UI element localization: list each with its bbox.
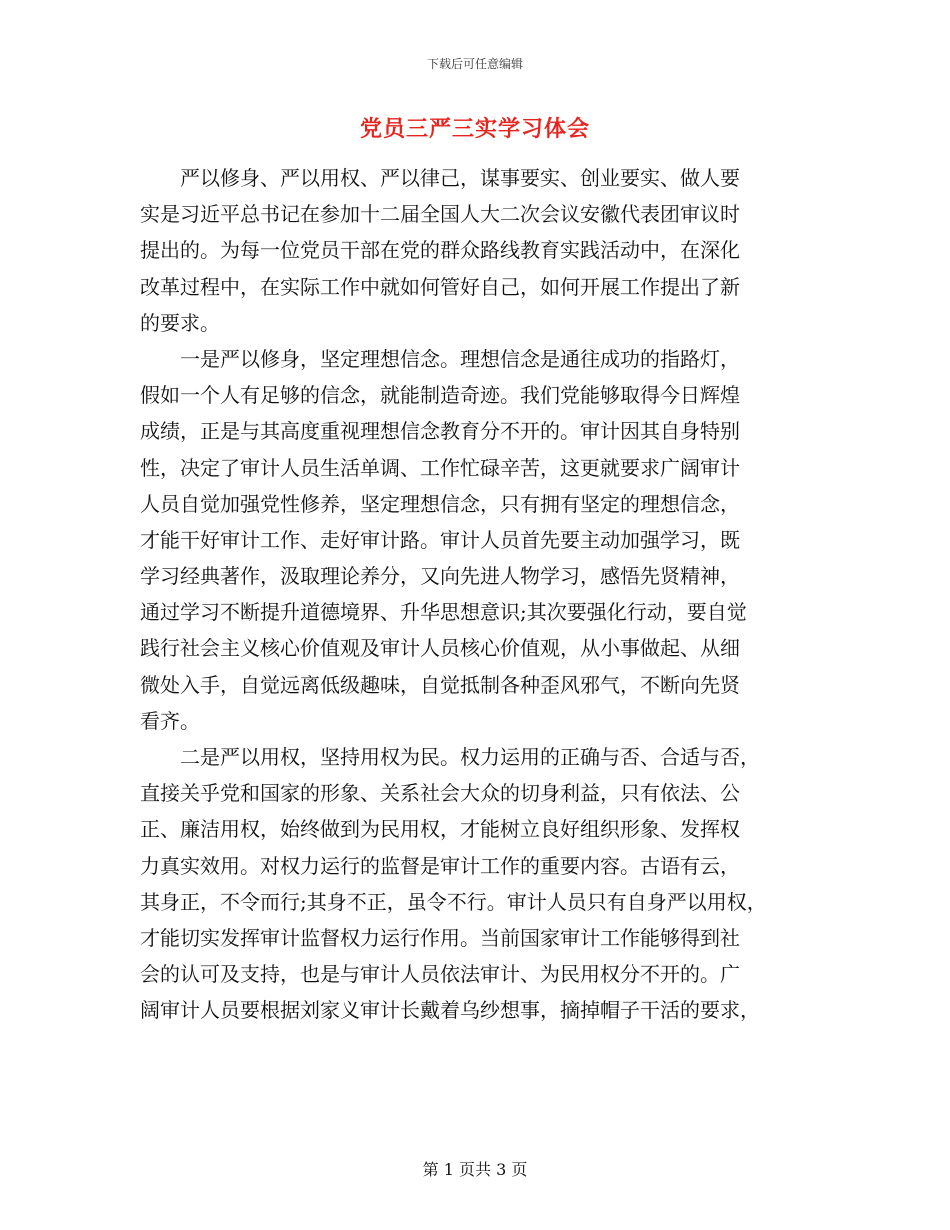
document-body bbox=[140, 160, 815, 1029]
text-line: 正、廉洁用权，始终做到为民用权，才能树立良好组织形象、发挥权 bbox=[140, 817, 740, 842]
text-line: 直接关乎党和国家的形象、关系社会大众的切身利益，只有依法、公 bbox=[140, 781, 740, 806]
text-line: 实是习近平总书记在参加十二届全国人大二次会议安徽代表团审议时 bbox=[140, 202, 740, 227]
text-line: 一是严以修身，坚定理想信念。理想信念是通往成功的指路灯， bbox=[140, 346, 740, 371]
paragraph bbox=[140, 341, 815, 739]
text-line: 才能干好审计工作、走好审计路。审计人员首先要主动加强学习，既 bbox=[140, 527, 740, 552]
text-line: 改革过程中，在实际工作中就如何管好自己，如何开展工作提出了新 bbox=[140, 274, 740, 299]
text-line: 会的认可及支持，也是与审计人员依法审计、为民用权分不开的。广 bbox=[140, 962, 740, 987]
paragraph bbox=[140, 739, 815, 1029]
text-line: 的要求。 bbox=[140, 310, 220, 335]
text-line: 二是严以用权，坚持用权为民。权力运用的正确与否、合适与否， bbox=[140, 745, 760, 769]
paragraph bbox=[140, 160, 815, 341]
page-footer: 第 1 页共 3 页 bbox=[422, 1160, 528, 1179]
text-line: 人员自觉加强党性修养，坚定理想信念，只有拥有坚定的理想信念， bbox=[140, 491, 740, 516]
text-line: 才能切实发挥审计监督权力运行作用。当前国家审计工作能够得到社 bbox=[140, 925, 740, 950]
text-line: 看齐。 bbox=[140, 708, 200, 733]
page-header: 下载后可任意编辑 bbox=[426, 57, 523, 71]
text-line: 其身正，不令而行;其身不正，虽令不行。审计人员只有自身严以用权， bbox=[140, 889, 767, 914]
text-line: 阔审计人员要根据刘家义审计长戴着乌纱想事，摘掉帽子干活的要求， bbox=[140, 998, 760, 1023]
text-line: 践行社会主义核心价值观及审计人员核心价值观，从小事做起、从细 bbox=[140, 636, 740, 661]
text-line: 提出的。为每一位党员干部在党的群众路线教育实践活动中，在深化 bbox=[140, 238, 740, 263]
text-line: 性，决定了审计人员生活单调、工作忙碌辛苦，这更就要求广阔审计 bbox=[140, 455, 740, 480]
text-line: 微处入手，自觉远离低级趣味，自觉抵制各种歪风邪气，不断向先贤 bbox=[140, 672, 740, 697]
text-line: 成绩，正是与其高度重视理想信念教育分不开的。审计因其自身特别 bbox=[140, 419, 740, 444]
text-line: 学习经典著作，汲取理论养分，又向先进人物学习，感悟先贤精神， bbox=[140, 564, 740, 589]
document-title: 党员三严三实学习体会 bbox=[359, 116, 590, 142]
text-line: 力真实效用。对权力运行的监督是审计工作的重要内容。古语有云， bbox=[140, 853, 740, 878]
text-line: 严以修身、严以用权、严以律己，谋事要实、创业要实、做人要 bbox=[140, 166, 740, 190]
text-line: 假如一个人有足够的信念，就能制造奇迹。我们党能够取得今日辉煌 bbox=[140, 383, 740, 408]
text-line: 通过学习不断提升道德境界、升华思想意识;其次要强化行动，要自觉 bbox=[140, 600, 747, 625]
